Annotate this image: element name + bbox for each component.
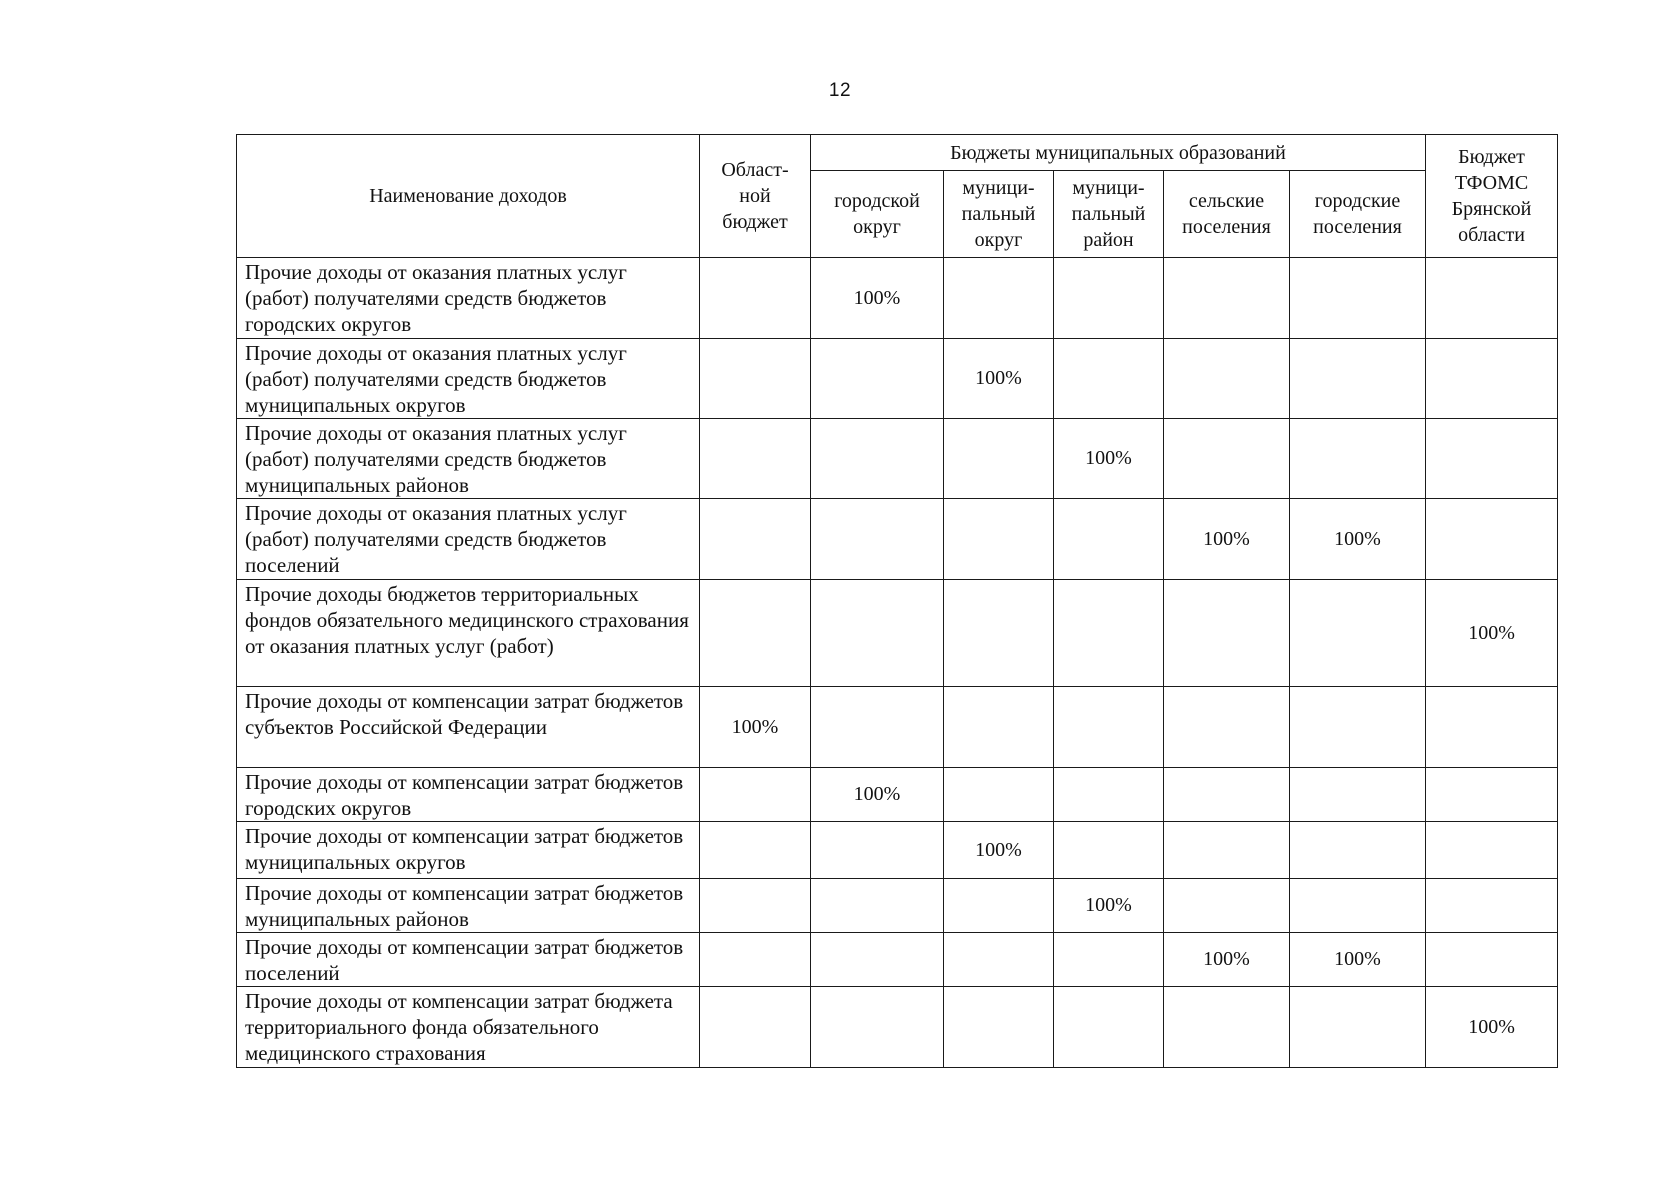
share-cell	[1290, 987, 1426, 1068]
share-cell	[1290, 419, 1426, 499]
header-municipal-district: муници- пальный округ	[944, 171, 1054, 258]
table-row	[237, 258, 1558, 339]
share-cell	[1054, 822, 1164, 879]
share-cell	[1290, 768, 1426, 822]
header-regional-budget: Област- ной бюджет	[700, 135, 811, 258]
header-rural-settlements: сельские поселения	[1164, 171, 1290, 258]
share-cell	[944, 933, 1054, 987]
share-cell	[811, 879, 944, 933]
share-cell	[1054, 987, 1164, 1068]
share-cell	[700, 822, 811, 879]
share-cell	[1290, 339, 1426, 419]
share-cell: 100%	[1290, 933, 1426, 987]
table-row	[237, 687, 1558, 768]
share-cell: 100%	[1164, 499, 1290, 580]
share-cell	[1426, 768, 1558, 822]
share-cell	[944, 419, 1054, 499]
table-row	[237, 987, 1558, 1068]
share-cell	[811, 822, 944, 879]
share-cell: 100%	[1164, 933, 1290, 987]
share-cell	[944, 687, 1054, 768]
income-name-cell: Прочие доходы от оказания платных услуг (работ) получателями средств бюджетов поселений	[237, 499, 700, 580]
share-cell	[944, 499, 1054, 580]
income-name-cell: Прочие доходы от компенсации затрат бюджета территориального фонда обязательного медицинского страхования	[237, 987, 700, 1068]
table-row	[237, 339, 1558, 419]
header-municipal-budgets: Бюджеты муниципальных образований	[811, 135, 1426, 171]
share-cell	[1164, 822, 1290, 879]
share-cell: 100%	[1054, 879, 1164, 933]
share-cell	[1426, 499, 1558, 580]
income-name-cell: Прочие доходы от оказания платных услуг (работ) получателями средств бюджетов муниципальных районов	[237, 419, 700, 499]
share-cell	[811, 419, 944, 499]
share-cell	[1290, 822, 1426, 879]
share-cell	[811, 933, 944, 987]
share-cell	[1290, 687, 1426, 768]
header-urban-settlements: городские поселения	[1290, 171, 1426, 258]
share-cell	[944, 768, 1054, 822]
share-cell: 100%	[944, 339, 1054, 419]
share-cell	[944, 879, 1054, 933]
page-number: 12	[828, 80, 852, 101]
share-cell	[1426, 933, 1558, 987]
share-cell	[1054, 768, 1164, 822]
share-cell: 100%	[944, 822, 1054, 879]
share-cell	[1426, 687, 1558, 768]
share-cell	[700, 580, 811, 687]
share-cell: 100%	[1426, 580, 1558, 687]
table-body	[237, 258, 1558, 1068]
share-cell	[700, 768, 811, 822]
share-cell: 100%	[811, 768, 944, 822]
share-cell	[700, 258, 811, 339]
table-row	[237, 499, 1558, 580]
share-cell	[1164, 339, 1290, 419]
share-cell	[811, 687, 944, 768]
share-cell	[700, 419, 811, 499]
share-cell	[1164, 258, 1290, 339]
table-row	[237, 822, 1558, 879]
share-cell	[1290, 258, 1426, 339]
share-cell	[1164, 687, 1290, 768]
share-cell: 100%	[700, 687, 811, 768]
share-cell	[1054, 258, 1164, 339]
share-cell: 100%	[1290, 499, 1426, 580]
share-cell	[1164, 987, 1290, 1068]
share-cell	[700, 987, 811, 1068]
table-row	[237, 933, 1558, 987]
share-cell	[700, 339, 811, 419]
header-row-top	[237, 135, 1558, 171]
share-cell	[1054, 687, 1164, 768]
share-cell	[1426, 822, 1558, 879]
table-row	[237, 419, 1558, 499]
income-name-cell: Прочие доходы от оказания платных услуг (работ) получателями средств бюджетов муниципальных округов	[237, 339, 700, 419]
share-cell	[811, 339, 944, 419]
income-name-cell: Прочие доходы бюджетов территориальных фондов обязательного медицинского страхования от оказания платных услуг (работ)	[237, 580, 700, 687]
income-name-cell: Прочие доходы от оказания платных услуг (работ) получателями средств бюджетов городских округов	[237, 258, 700, 339]
share-cell	[944, 580, 1054, 687]
share-cell: 100%	[811, 258, 944, 339]
share-cell	[1054, 499, 1164, 580]
table-row	[237, 580, 1558, 687]
share-cell	[1054, 933, 1164, 987]
share-cell	[1164, 768, 1290, 822]
table-row	[237, 879, 1558, 933]
income-name-cell: Прочие доходы от компенсации затрат бюджетов поселений	[237, 933, 700, 987]
share-cell	[811, 499, 944, 580]
share-cell: 100%	[1054, 419, 1164, 499]
share-cell	[1426, 339, 1558, 419]
share-cell	[1290, 879, 1426, 933]
share-cell	[1290, 580, 1426, 687]
header-city-district: городской округ	[811, 171, 944, 258]
share-cell	[944, 258, 1054, 339]
share-cell: 100%	[1426, 987, 1558, 1068]
share-cell	[811, 580, 944, 687]
share-cell	[1426, 879, 1558, 933]
header-municipal-region: муници- пальный район	[1054, 171, 1164, 258]
share-cell	[1054, 339, 1164, 419]
income-name-cell: Прочие доходы от компенсации затрат бюджетов городских округов	[237, 768, 700, 822]
share-cell	[700, 933, 811, 987]
income-name-cell: Прочие доходы от компенсации затрат бюджетов муниципальных районов	[237, 879, 700, 933]
share-cell	[1054, 580, 1164, 687]
share-cell	[1164, 879, 1290, 933]
share-cell	[944, 987, 1054, 1068]
income-name-cell: Прочие доходы от компенсации затрат бюджетов субъектов Российской Федерации	[237, 687, 700, 768]
header-income-name: Наименование доходов	[237, 135, 700, 258]
share-cell	[1164, 580, 1290, 687]
table-row	[237, 768, 1558, 822]
share-cell	[700, 879, 811, 933]
share-cell	[1426, 258, 1558, 339]
share-cell	[1426, 419, 1558, 499]
share-cell	[700, 499, 811, 580]
income-name-cell: Прочие доходы от компенсации затрат бюджетов муниципальных округов	[237, 822, 700, 879]
revenue-distribution-table	[236, 134, 1558, 1068]
share-cell	[811, 987, 944, 1068]
header-tfoms-budget: Бюджет ТФОМС Брянской области	[1426, 135, 1558, 258]
share-cell	[1164, 419, 1290, 499]
